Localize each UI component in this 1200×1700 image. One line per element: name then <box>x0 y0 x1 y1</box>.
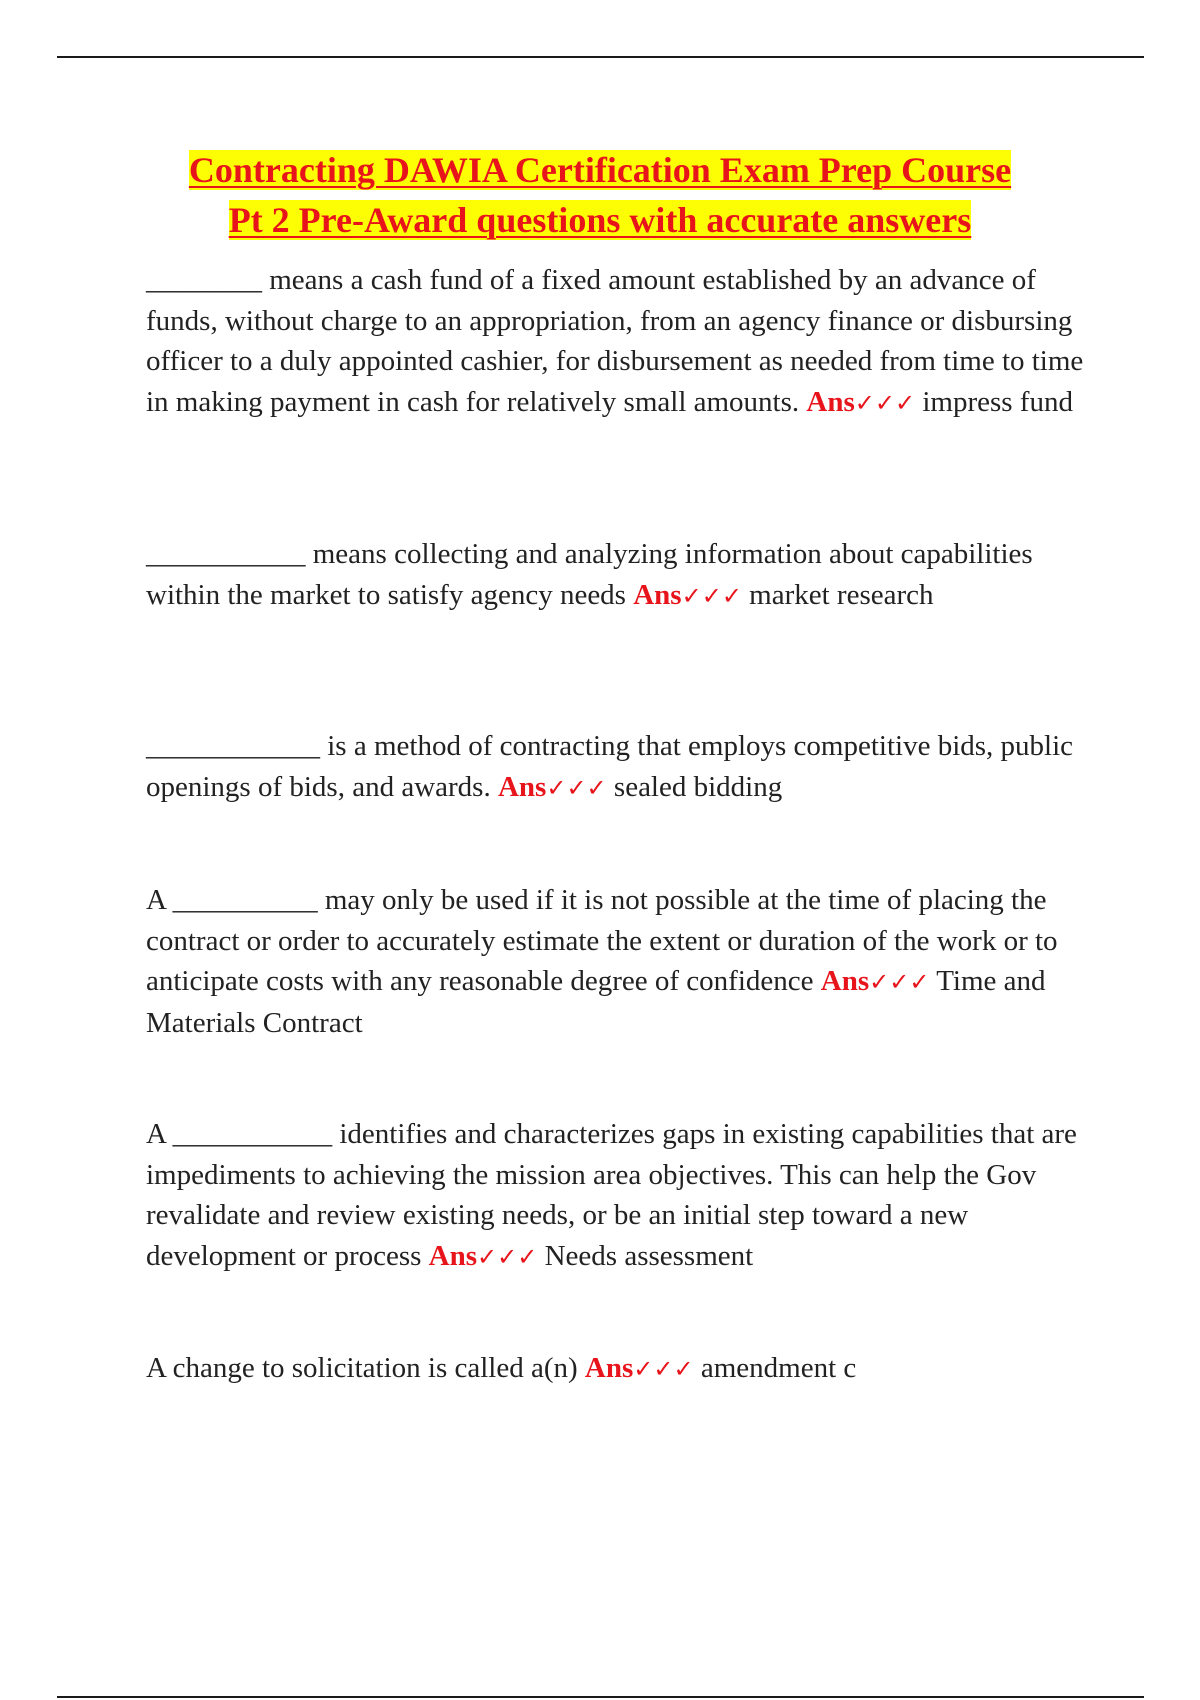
answer-text: amendment c <box>700 1352 857 1384</box>
answer-label: Ans <box>806 385 855 418</box>
answer-text: sealed bidding <box>613 770 783 803</box>
checkmark-icon: ✓✓✓ <box>869 968 930 996</box>
answer-label: Ans <box>633 578 682 611</box>
answer-label: Ans <box>584 1352 634 1384</box>
title-line-2: Pt 2 Pre-Award questions with accurate answers <box>228 200 972 240</box>
qa-item <box>146 260 1096 423</box>
answer-text: Needs assessment <box>544 1239 754 1272</box>
qa-item <box>146 1348 856 1390</box>
title-line-1: Contracting DAWIA Certification Exam Prep Course <box>188 150 1012 190</box>
question-text: ____________ is a method of contracting that employs competitive bids, public openings of bids, and awards. <box>146 730 1074 803</box>
checkmark-icon: ✓✓✓ <box>546 773 607 802</box>
answer-label: Ans <box>497 770 547 803</box>
answer-text: Time and Materials Contract <box>146 965 1046 1039</box>
answer-label: Ans <box>428 1239 478 1272</box>
question-text: A change to solicitation is called a(n) <box>146 1352 578 1384</box>
checkmark-icon: ✓✓✓ <box>681 581 742 610</box>
top-rule <box>57 56 1144 58</box>
qa-item <box>146 880 1096 1043</box>
document-title <box>100 145 1100 245</box>
question-text: ___________ means collecting and analyzing information about capabilities within the market to satisfy agency needs <box>146 538 1033 611</box>
checkmark-icon: ✓✓✓ <box>633 1355 694 1383</box>
checkmark-icon: ✓✓✓ <box>477 1242 538 1271</box>
answer-text: market research <box>749 578 934 611</box>
question-text: ________ means a cash fund of a fixed amount established by an advance of funds, without charge to an appropriation, from an agency finance or disbursing officer to a duly appointed cashier, for disbursement as needed from time to time in making payment in cash for relatively small amounts. <box>146 264 1084 418</box>
checkmark-icon: ✓✓✓ <box>854 388 916 417</box>
bottom-rule <box>57 1696 1144 1698</box>
qa-item <box>146 726 1096 808</box>
answer-label: Ans <box>820 965 870 997</box>
qa-item <box>146 534 1096 616</box>
qa-item <box>146 1114 1096 1277</box>
answer-text: impress fund <box>922 385 1073 418</box>
question-text: A __________ may only be used if it is not possible at the time of placing the contract or order to accurately estimate the extent or duration of the work or to anticipate costs with any reasonable degree of confidence <box>146 884 1058 997</box>
question-text: A ___________ identifies and characterizes gaps in existing capabilities that are impediments to achieving the mission area objectives. This can help the Gov revalidate and review existing needs, or be an initial step toward a new development or process <box>146 1118 1077 1272</box>
